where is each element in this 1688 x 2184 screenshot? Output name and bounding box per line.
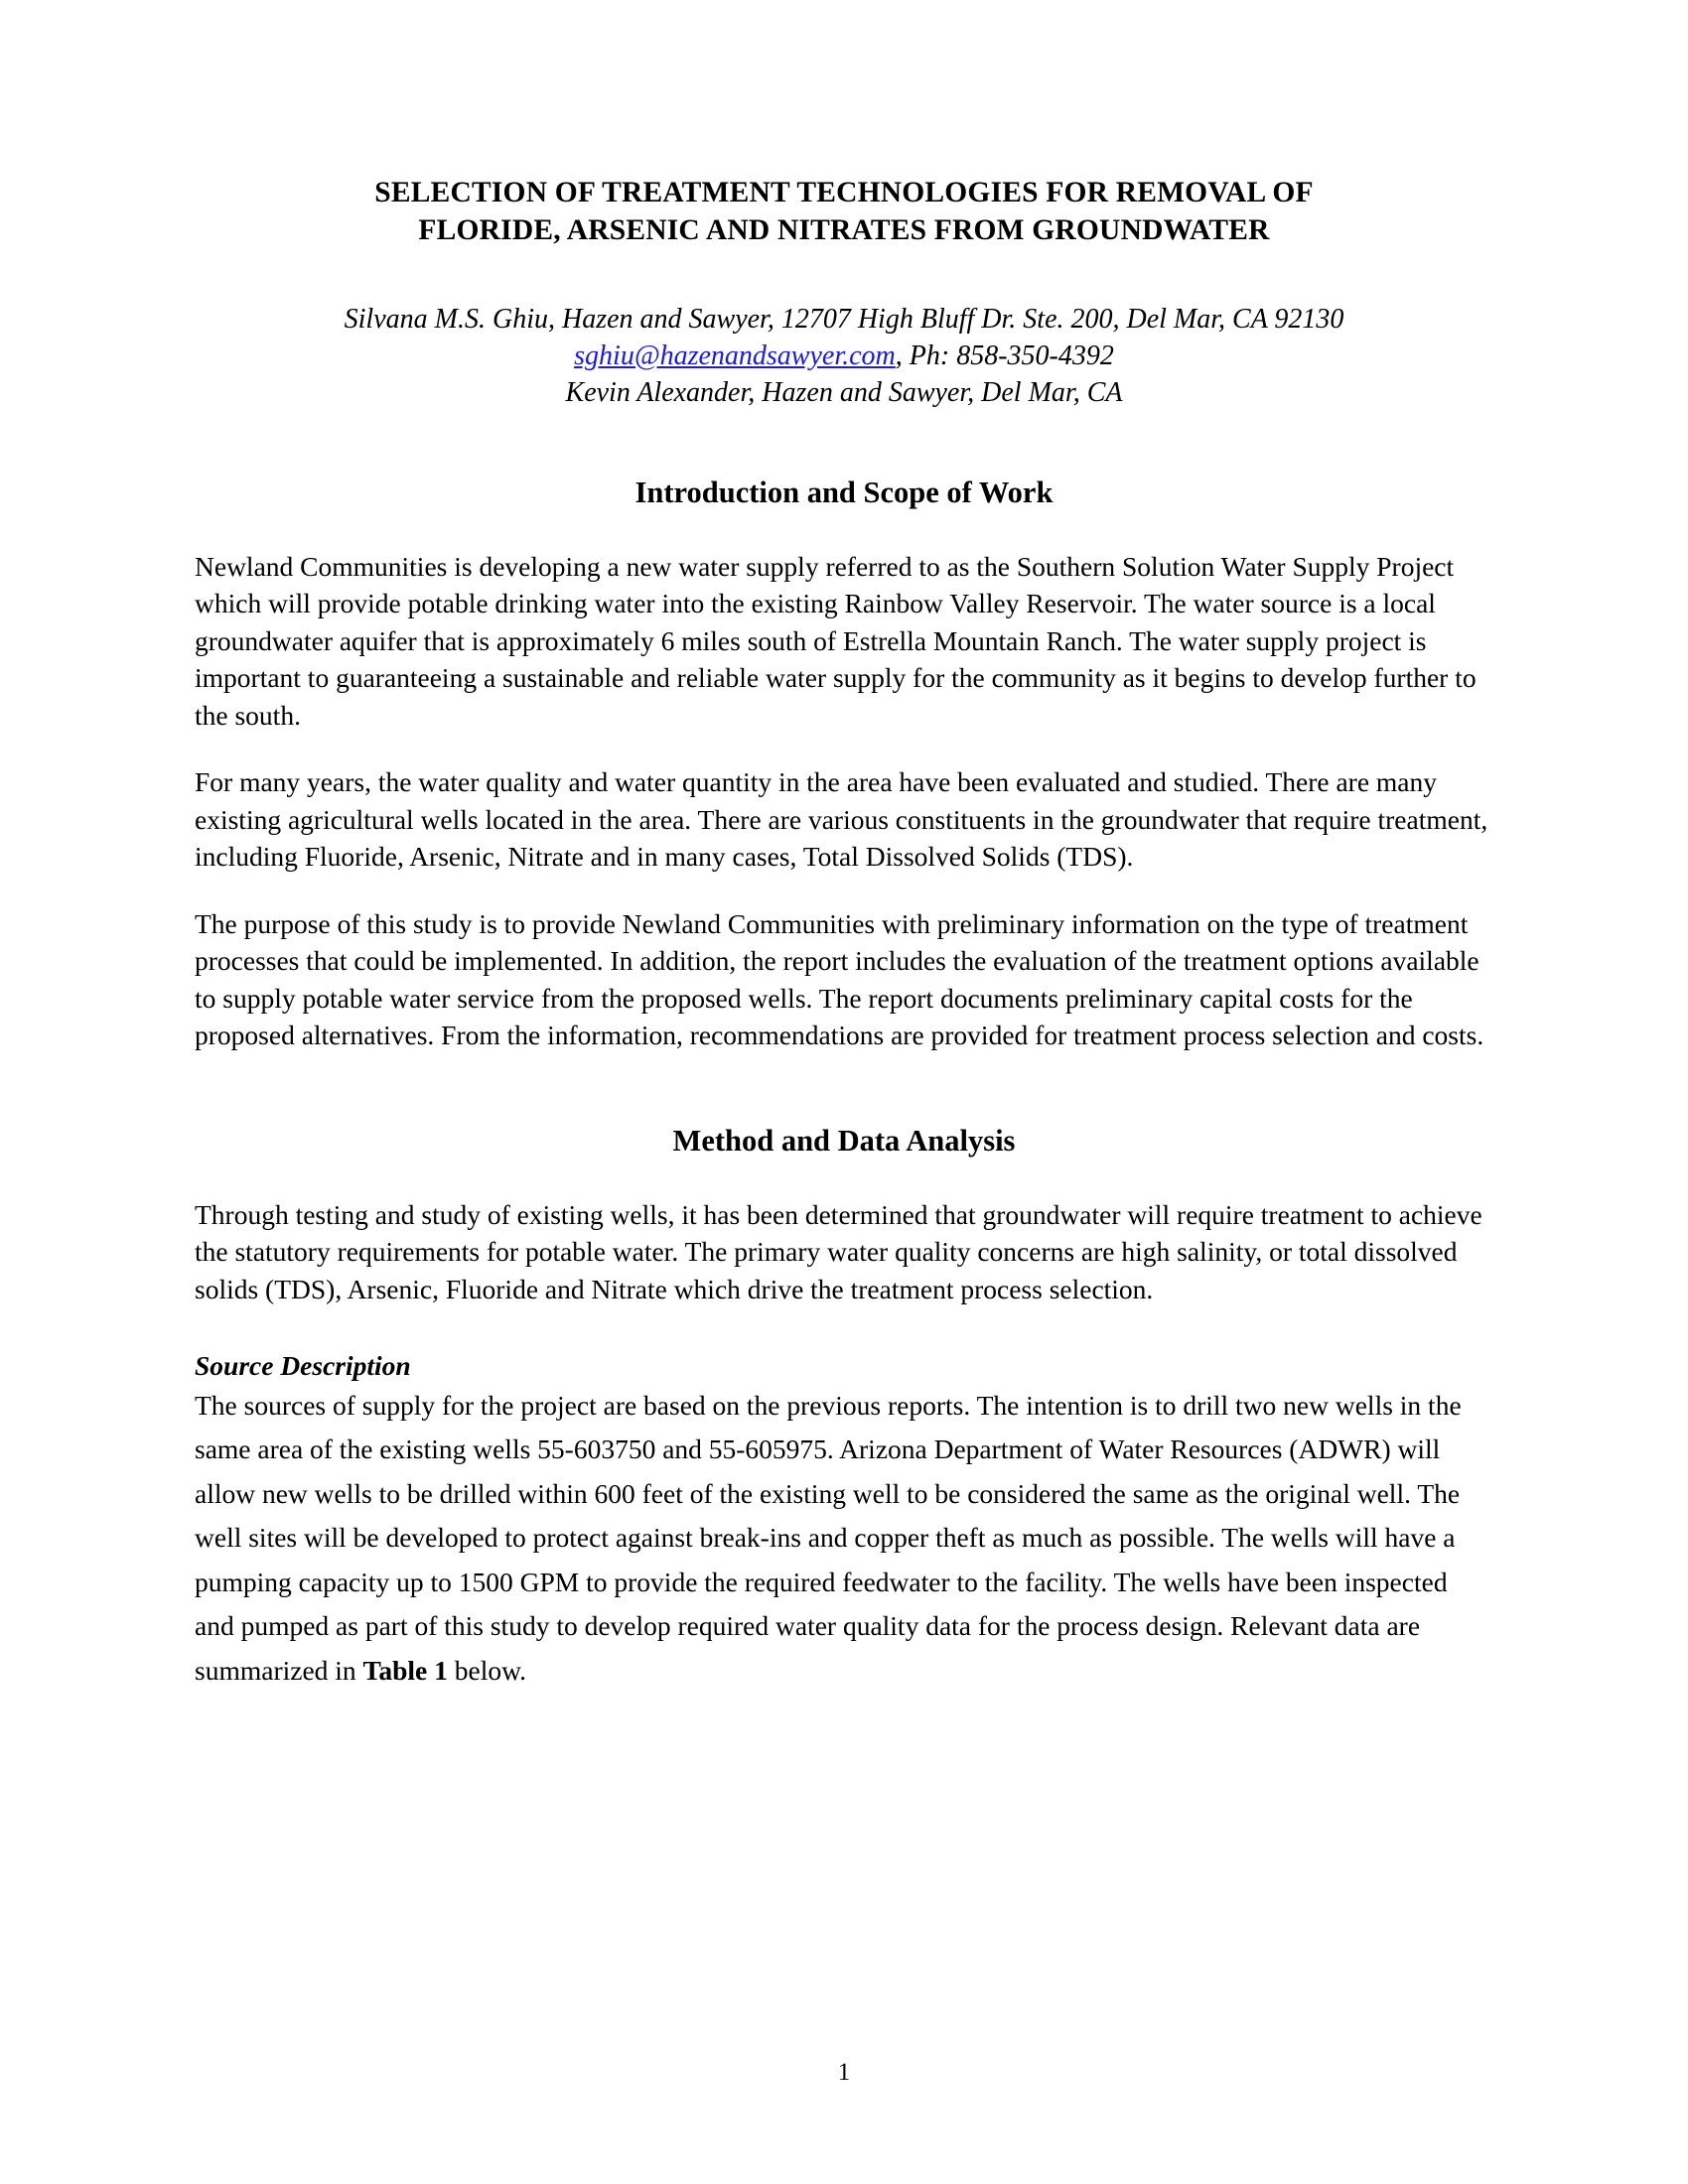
author-affiliation-line: Silvana M.S. Ghiu, Hazen and Sawyer, 12707 High Bluff Dr. Ste. 200, Del Mar, CA 92130 — [344, 303, 1344, 335]
method-paragraph-1: Through testing and study of existing wells, it has been determined that groundwater will require treatment to achieve the statutory requirements for potable water. The primary water quality concerns are high salinity, or total dissolved solids (TDS), Arsenic, Fluoride and Nitrate which drive the treatment process selection. — [195, 1198, 1482, 1304]
page-title-line-2: FLORIDE, ARSENIC AND NITRATES FROM GROUNDWATER — [418, 214, 1270, 247]
author-email-link[interactable]: sghiu@hazenandsawyer.com — [574, 340, 896, 371]
source-text-part-2: below. — [447, 1654, 527, 1686]
source-description-paragraph — [195, 1384, 1493, 1694]
intro-paragraph-2: For many years, the water quality and water quantity in the area have been evaluated and studied. There are many existing agricultural wells located in the area. There are various constituents in the groundwater that require treatment, including Fluoride, Arsenic, Nitrate and in many cases, Total Dissolved Solids (TDS). — [195, 766, 1488, 873]
subsection-heading-source-description: Source Description — [195, 1349, 411, 1381]
section-heading-method: Method and Data Analysis — [672, 1123, 1016, 1158]
page-number: 1 — [837, 2059, 851, 2086]
author-phone: , Ph: 858-350-4392 — [895, 340, 1114, 371]
section-heading-introduction: Introduction and Scope of Work — [634, 475, 1054, 509]
intro-paragraph-1: Newland Communities is developing a new water supply referred to as the Southern Solution Water Supply Project which will provide potable drinking water into the existing Rainbow Valley Reservoir. The water source is a local groundwater aquifer that is approximately 6 miles south of Estrella Mountain Ranch. The water supply project is important to guaranteeing a sustainable and reliable water supply for the community as it begins to develop further to the south. — [195, 550, 1477, 731]
author-block — [195, 302, 1493, 412]
table-reference: Table 1 — [362, 1654, 448, 1686]
page-title-line-1: SELECTION OF TREATMENT TECHNOLOGIES FOR REMOVAL OF — [374, 177, 1314, 208]
author-contact-line — [195, 339, 1493, 375]
source-text-part-1: The sources of supply for the project are based on the previous reports. The intention is to drill two new wells in the same area of the existing wells 55-603750 and 55-605975. Arizona Department of Water Resources (ADWR) will allow new wells to be drilled within 600 feet of the existing well to be considered the same as the original well. The well sites will be developed to protect against break-ins and copper theft as much as possible. The wells will have a pumping capacity up to 1500 GPM to provide the required feedwater to the facility. The wells have been inspected and pumped as part of this study to develop required water quality data for the process design. Relevant data are summarized in — [195, 1389, 1462, 1686]
page-title — [195, 174, 1493, 250]
coauthor-line: Kevin Alexander, Hazen and Sawyer, Del Mar, CA — [565, 376, 1123, 408]
intro-paragraph-3: The purpose of this study is to provide Newland Communities with preliminary information on the type of treatment processes that could be implemented. In addition, the report includes the evaluation of the treatment options available to supply potable water service from the proposed wells. The report documents preliminary capital costs for the proposed alternatives. From the information, recommendations are provided for treatment process selection and costs. — [195, 907, 1484, 1051]
